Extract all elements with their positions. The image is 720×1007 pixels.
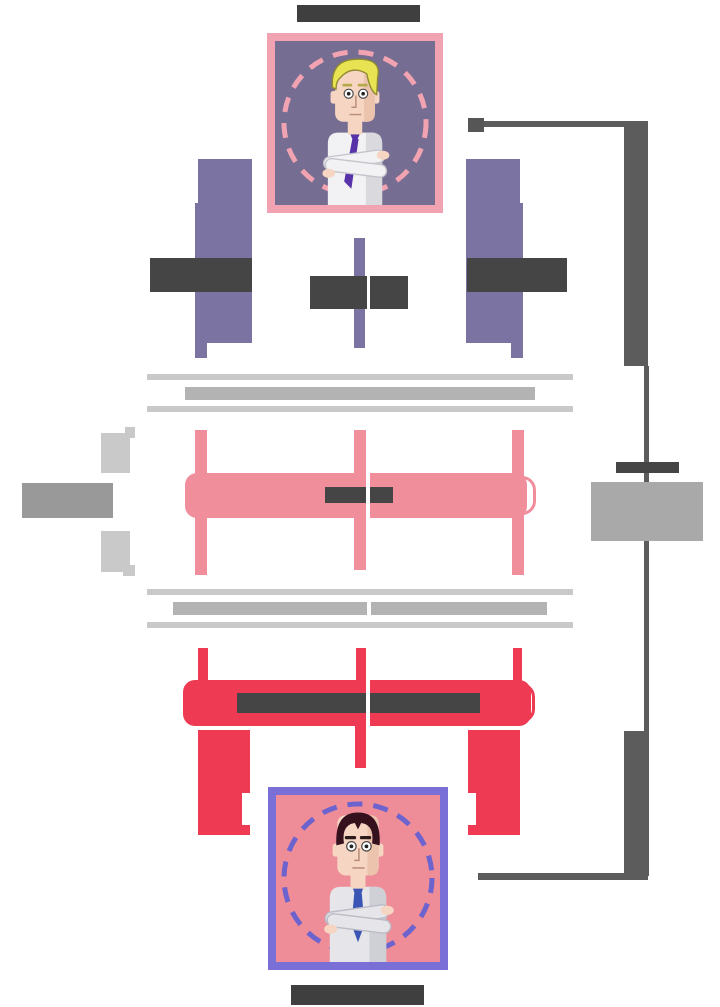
red-stem-center: [356, 648, 366, 681]
top-man-brow-right: [358, 84, 368, 87]
red-column-right-notch: [468, 793, 476, 825]
connector-line-bottom: [478, 873, 648, 880]
bottom-person-card: [268, 787, 448, 970]
pink-text-placeholder-a: [325, 487, 366, 503]
separator2-line-bottom: [147, 622, 573, 628]
top-man-head: [331, 59, 380, 134]
bottom-man-brow-right: [360, 836, 371, 839]
bottom-man-hand-left: [324, 924, 337, 933]
connector-label-placeholder: [616, 462, 679, 473]
separator2-text-placeholder-b: [371, 602, 547, 615]
separator2-line-top: [147, 589, 573, 595]
top-businessman-illustration: [296, 53, 414, 205]
bottom-man-body: [324, 887, 394, 962]
top-man-hand-left: [322, 169, 335, 178]
top-title-placeholder: [297, 5, 420, 22]
top-card-background: [275, 41, 435, 205]
top-man-body: [322, 133, 389, 205]
separator1-line-bottom: [147, 406, 573, 412]
purple-column-left-foot: [195, 343, 207, 358]
connector-thick-bar-top: [624, 121, 648, 366]
top-center-text-placeholder-b: [370, 276, 408, 309]
purple-column-left-upper: [198, 159, 252, 204]
red-stem-center-below: [355, 726, 366, 768]
purple-column-right-upper: [466, 159, 520, 204]
red-text-placeholder-a: [237, 693, 366, 713]
left-bracket-tab-bottom: [123, 565, 135, 576]
purple-column-right-foot: [511, 343, 523, 358]
bottom-businessman-illustration: [298, 804, 418, 962]
top-person-card: [267, 33, 443, 213]
separator1-text-placeholder: [185, 387, 535, 400]
bottom-man-brow-left: [345, 836, 356, 839]
bottom-title-placeholder: [291, 985, 424, 1005]
red-stem-right: [513, 648, 522, 681]
top-right-text-placeholder: [467, 258, 567, 292]
separator2-text-placeholder-a: [173, 602, 367, 615]
pink-text-placeholder-b: [370, 487, 393, 503]
bottom-man-head: [333, 812, 384, 888]
connector-thick-bar-bottom: [624, 731, 648, 876]
red-column-left-notch: [242, 793, 250, 825]
bottom-man-hand-right: [381, 906, 394, 915]
red-bar-outline-cap: [500, 683, 535, 723]
red-text-placeholder-b: [370, 693, 480, 713]
connector-anchor-square: [468, 118, 484, 132]
top-man-brow-left: [342, 84, 352, 87]
red-stem-left: [198, 648, 208, 681]
connector-gray-box: [591, 482, 703, 541]
separator1-line-top: [147, 374, 573, 380]
top-center-text-placeholder-a: [310, 276, 367, 309]
top-man-hand-right: [377, 151, 390, 160]
left-bracket-top: [101, 433, 130, 473]
top-left-text-placeholder: [150, 258, 252, 292]
pink-bar-outline-cap: [496, 476, 536, 515]
bottom-card-background: [276, 795, 440, 962]
left-bracket-mid-block: [22, 483, 113, 518]
